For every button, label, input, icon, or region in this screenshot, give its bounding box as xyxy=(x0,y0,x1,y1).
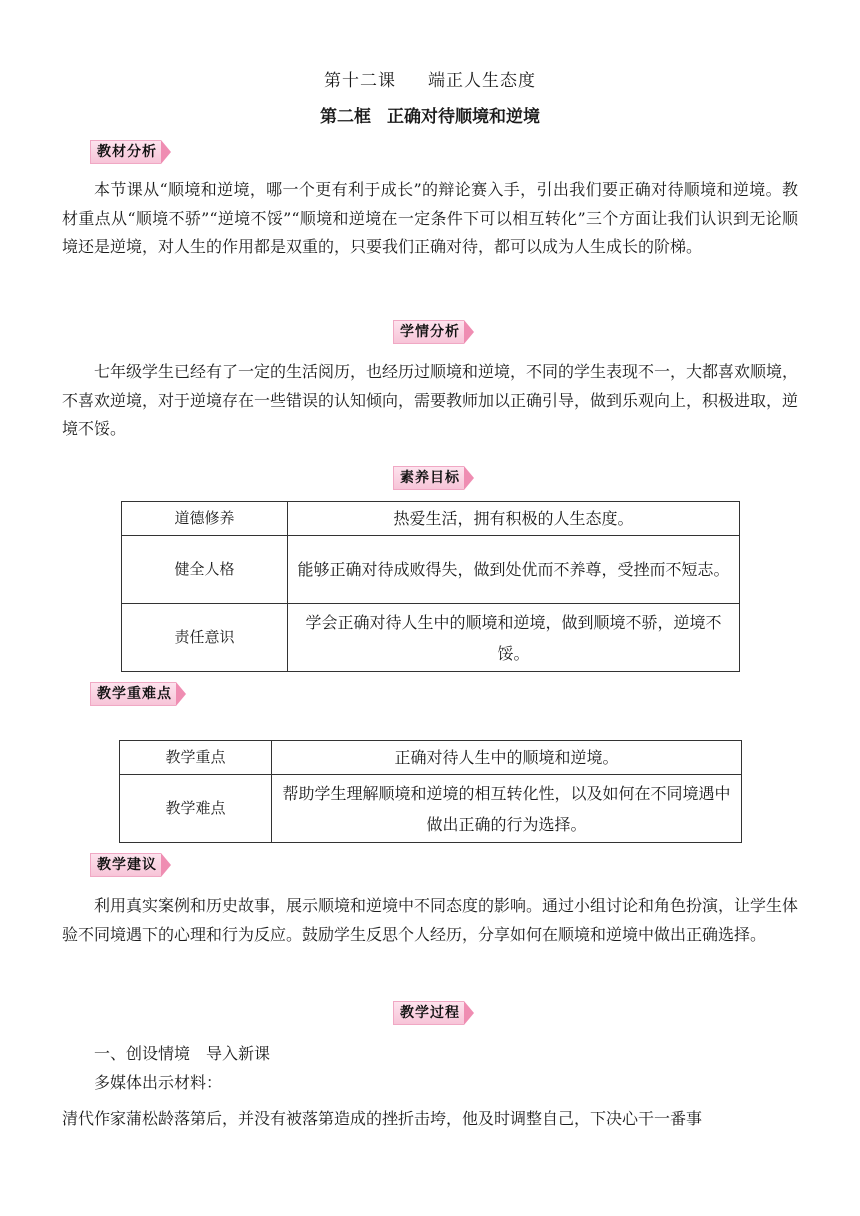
suggestions-label: 教学建议 xyxy=(90,853,161,877)
tag-arrow-icon xyxy=(161,140,171,164)
keypoints-key: 教学重点 xyxy=(120,741,272,775)
process-tag xyxy=(393,1001,474,1025)
goals-value: 能够正确对待成败得失，做到处优而不养尊，受挫而不短志。 xyxy=(288,536,740,604)
table-row xyxy=(122,604,740,672)
students-tag xyxy=(393,320,474,344)
analysis-label: 教材分析 xyxy=(90,140,161,164)
material-paragraph xyxy=(62,1105,798,1134)
analysis-tag xyxy=(90,140,171,164)
goals-value: 热爱生活，拥有积极的人生态度。 xyxy=(288,502,740,536)
process-label: 教学过程 xyxy=(393,1001,464,1025)
lesson-title xyxy=(0,66,860,91)
table-row xyxy=(122,502,740,536)
table-row xyxy=(120,775,742,843)
goals-key: 道德修养 xyxy=(122,502,288,536)
table-row xyxy=(120,741,742,775)
keypoints-value: 正确对待人生中的顺境和逆境。 xyxy=(272,741,742,775)
tag-arrow-icon xyxy=(161,853,171,877)
keypoints-value: 帮助学生理解顺境和逆境的相互转化性，以及如何在不同境遇中做出正确的行为选择。 xyxy=(272,775,742,843)
lesson-name: 端正人生态度 xyxy=(428,71,536,91)
analysis-paragraph xyxy=(62,176,798,262)
section-name: 正确对待顺境和逆境 xyxy=(387,107,540,127)
keypoints-key: 教学难点 xyxy=(120,775,272,843)
analysis-text: 本节课从“顺境和逆境，哪一个更有利于成长”的辩论赛入手，引出我们要正确对待顺境和逆境。教材重点从“顺境不骄”“逆境不馁”“顺境和逆境在一定条件下可以相互转化”三个方面让我们认识到无论顺境还是逆境，对人生的作用都是双重的，只要我们正确对待，都可以成为人生成长的阶梯。 xyxy=(62,180,798,256)
section-number: 第二框 xyxy=(320,107,371,127)
tag-arrow-icon xyxy=(464,466,474,490)
tag-arrow-icon xyxy=(464,1001,474,1025)
goals-key: 健全人格 xyxy=(122,536,288,604)
tag-arrow-icon xyxy=(464,320,474,344)
keypoints-table xyxy=(119,740,742,843)
goals-value: 学会正确对待人生中的顺境和逆境，做到顺境不骄，逆境不馁。 xyxy=(288,604,740,672)
goals-key: 责任意识 xyxy=(122,604,288,672)
goals-tag xyxy=(393,466,474,490)
step-subtitle: 导入新课 xyxy=(206,1044,271,1063)
keypoints-label: 教学重难点 xyxy=(90,682,176,706)
goals-table xyxy=(121,501,740,672)
process-step-heading xyxy=(62,1040,798,1069)
step-number-title: 一、创设情境 xyxy=(94,1044,191,1063)
tag-arrow-icon xyxy=(176,682,186,706)
lesson-number: 第十二课 xyxy=(324,71,396,91)
suggestions-text: 利用真实案例和历史故事，展示顺境和逆境中不同态度的影响。通过小组讨论和角色扮演，让学生体验不同境遇下的心理和行为反应。鼓励学生反思个人经历，分享如何在顺境和逆境中做出正确选择。 xyxy=(62,896,799,944)
process-content xyxy=(62,1040,798,1097)
suggestions-paragraph xyxy=(62,892,798,949)
students-label: 学情分析 xyxy=(393,320,464,344)
goals-label: 素养目标 xyxy=(393,466,464,490)
material-text: 清代作家蒲松龄落第后，并没有被落第造成的挫折击垮，他及时调整自己，下决心干一番事 xyxy=(62,1109,703,1128)
keypoints-tag xyxy=(90,682,186,706)
section-title xyxy=(0,102,860,127)
material-intro: 多媒体出示材料： xyxy=(94,1072,223,1092)
students-paragraph xyxy=(62,358,798,444)
students-text: 七年级学生已经有了一定的生活阅历，也经历过顺境和逆境，不同的学生表现不一，大都喜欢顺境，不喜欢逆境，对于逆境存在一些错误的认知倾向，需要教师加以正确引导，做到乐观向上，积极进取，逆境不馁。 xyxy=(62,362,799,438)
suggestions-tag xyxy=(90,853,171,877)
table-row xyxy=(122,536,740,604)
